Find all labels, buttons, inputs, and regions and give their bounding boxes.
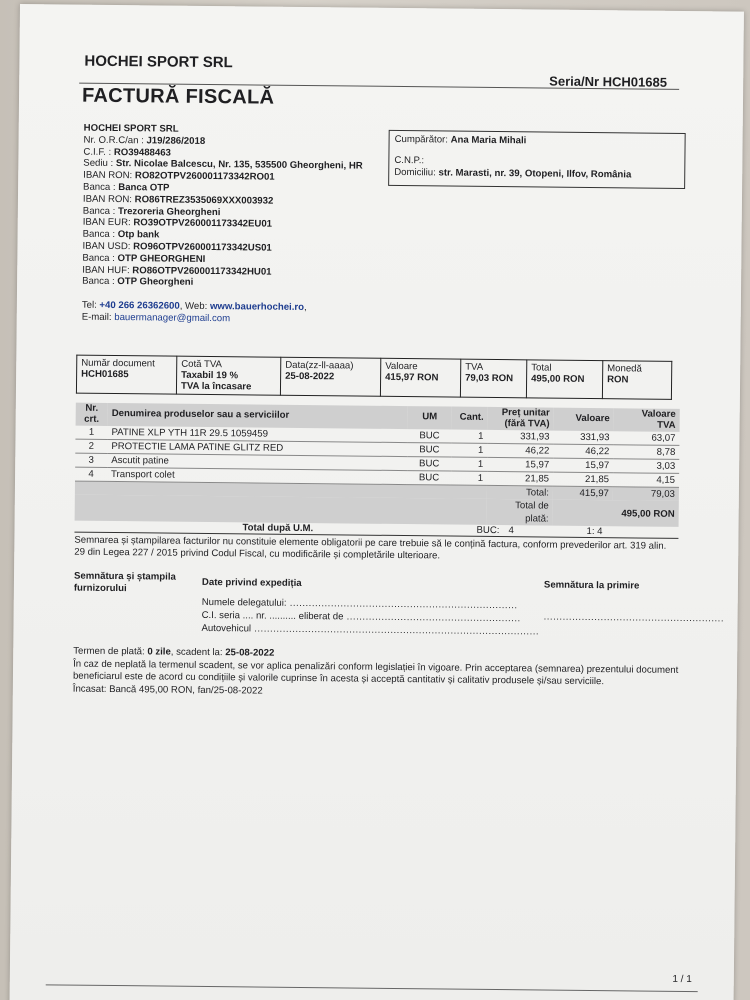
iban-value: RO96OTPV260001173342US01 <box>133 241 272 254</box>
web-label: , Web: <box>179 300 208 313</box>
iban-label: IBAN RON: <box>83 169 133 182</box>
summary-date <box>280 357 380 396</box>
delegate-label: Numele delegatului: <box>201 596 287 609</box>
um-ratio: 1: 4 <box>586 525 603 538</box>
col-vat-l2: TVA <box>657 419 676 431</box>
cell-name: Ascutit patine <box>107 453 407 470</box>
col-nr <box>76 403 108 426</box>
iban-label: IBAN HUF: <box>82 264 130 276</box>
pay-label: Total de plată: <box>487 499 553 526</box>
col-vat <box>614 408 680 432</box>
summary-doc <box>76 355 176 394</box>
bank-value: OTP GHEORGHENI <box>117 252 206 265</box>
bank-label: Banca : <box>82 252 115 264</box>
seller-address-value: Str. Nicolae Balcescu, Nr. 135, 535500 Gheorgheni, HR <box>115 158 363 172</box>
cell-value: 21,85 <box>553 472 613 487</box>
delegate-row: Numele delegatului: ........................................................................ <box>201 596 518 612</box>
supplier-signature <box>74 571 176 596</box>
cell-um: BUC <box>407 471 451 485</box>
summary-tva <box>460 359 526 398</box>
cell-qty: 1 <box>451 430 487 444</box>
tel-label: Tel: <box>81 299 97 311</box>
buyer-address: str. Marasti, nr. 39, Otopeni, Ilfov, România <box>438 167 632 181</box>
cell-um: BUC <box>407 429 451 443</box>
buyer-cnp: C.N.P.: <box>394 154 425 166</box>
supplier-signature-l2: furnizorului <box>73 582 127 595</box>
bank-label: Banca : <box>82 205 116 217</box>
cell-nr: 3 <box>75 453 107 467</box>
summary-value <box>380 358 460 397</box>
date-label: Data(zz-ll-aaaa) <box>285 359 354 372</box>
col-nr-l1: Nr. <box>85 402 99 414</box>
iban-label: IBAN USD: <box>82 240 131 253</box>
cell-nr: 4 <box>75 467 107 481</box>
cell-nr: 2 <box>75 439 107 453</box>
legal-note: Semnarea și ștampilarea facturilor nu constituie elemente obligatorii pe care trebuie să le conțină factura, conform prevederilor art. 319 alin. 29 din Legea 227 / 2015 privind Codul Fiscal, cu modificările și completările ulterioare. <box>74 534 667 562</box>
col-value: Valoare <box>554 408 614 432</box>
ci-label: C.I. seria .... nr. .......... eliberat de <box>201 609 344 623</box>
value-label: Valoare <box>385 360 418 373</box>
seller-name: HOCHEI SPORT SRL <box>83 122 179 135</box>
iban-value: RO86TREZ3535069XXX003932 <box>134 193 274 207</box>
cell-name: PROTECTIE LAMA PATINE GLITZ RED <box>107 439 407 456</box>
pay-value: 495,00 RON <box>553 500 679 527</box>
summary-row <box>76 355 671 399</box>
seller-email <box>82 312 362 327</box>
um-total-label: Total după U.M. <box>242 522 314 535</box>
total-label: Total: <box>487 485 553 499</box>
doc-value: HCH01685 <box>81 368 129 381</box>
iban-label: IBAN RON: <box>82 193 133 205</box>
receipt-signature-line: ......................................................... <box>543 611 725 625</box>
col-price-l2: (fără TVA) <box>504 417 550 430</box>
cell-qty: 1 <box>451 457 487 471</box>
um-buc-label: BUC: <box>476 524 500 537</box>
cell-vat: 8,78 <box>613 445 679 460</box>
receipt-signature: Semnătura la primire <box>543 579 640 592</box>
currency-label: Monedă <box>607 363 642 375</box>
cell-value: 46,22 <box>553 444 613 459</box>
cell-vat: 63,07 <box>613 431 679 445</box>
cell-price: 46,22 <box>487 443 553 458</box>
company-header: HOCHEI SPORT SRL <box>84 52 233 72</box>
cell-vat: 4,15 <box>613 473 679 488</box>
cell-um: BUC <box>407 457 451 471</box>
summary-total <box>526 360 602 399</box>
bank-value: Trezoreria Gheorgheni <box>117 205 221 218</box>
total-vat: 79,03 <box>613 487 679 501</box>
buyer-name: Ana Maria Mihali <box>450 134 527 147</box>
cell-qty: 1 <box>451 443 487 457</box>
col-name: Denumirea produselor sau a serviciilor <box>108 403 408 429</box>
seller-reg-label: Nr. O.R.C/an : <box>83 134 144 147</box>
date-value: 25-08-2022 <box>285 370 335 383</box>
due-date: 25-08-2022 <box>225 647 275 659</box>
tva-value: 79,03 RON <box>465 372 514 385</box>
col-um: UM <box>408 406 452 429</box>
col-qty: Cant. <box>452 407 488 430</box>
vehicle-row: Autovehicul .......................................................................................... <box>201 622 540 638</box>
term-label: Termen de plată: <box>73 645 145 658</box>
web-suffix: , <box>303 302 307 314</box>
cell-price: 15,97 <box>487 457 553 472</box>
cell-qty: 1 <box>451 471 487 485</box>
bank-label: Banca : <box>82 276 115 288</box>
tva-label: TVA <box>465 361 484 373</box>
cell-value: 15,97 <box>553 458 613 473</box>
bank-value: Otp bank <box>117 229 160 241</box>
iban-value: RO39OTPV260001173342EU01 <box>133 217 273 231</box>
iban-label: IBAN EUR: <box>82 217 131 229</box>
cell-price: 331,93 <box>487 430 553 444</box>
vat-rate-value: Taxabil 19 % <box>181 369 239 382</box>
buyer-address-row <box>394 167 679 182</box>
cell-name: PATINE XLP YTH 11R 29.5 1059459 <box>107 426 407 443</box>
total-label: Total <box>531 362 552 374</box>
cell-um: BUC <box>407 443 451 457</box>
invoice-title: FACTURĂ FISCALĂ <box>81 84 275 109</box>
dispatch-title: Date privind expediția <box>201 576 302 589</box>
seller-reg-value: J19/286/2018 <box>146 135 206 147</box>
value-value: 415,97 RON <box>385 371 439 384</box>
buyer-address-label: Domiciliu: <box>394 166 436 179</box>
supplier-signature-l1: Semnătura și ștampila <box>73 570 176 583</box>
summary-vat-rate <box>176 356 280 395</box>
ci-row: C.I. seria .... nr. .......... eliberat de ....................................................... <box>201 609 521 625</box>
total-value: 495,00 RON <box>531 373 585 385</box>
total-value: 415,97 <box>553 486 613 500</box>
invoice-series: Seria/Nr HCH01685 <box>549 73 668 90</box>
collected-text: Încasat: Bancă 495,00 RON, fan/25-08-2022 <box>72 683 263 697</box>
col-vat-l1: Valoare <box>641 408 676 420</box>
vat-mode-value: TVA la încasare <box>180 380 252 393</box>
col-price-l1: Preț unitar <box>501 407 550 419</box>
footer-rule <box>46 984 698 992</box>
summary-currency <box>602 361 671 400</box>
bank-value: OTP Gheorgheni <box>117 276 194 289</box>
vehicle-label: Autovehicul <box>201 622 252 635</box>
payment-term <box>73 646 274 659</box>
iban-value: RO86OTPV260001173342HU01 <box>132 264 272 278</box>
penalty-text: În caz de neplată la termenul scadent, se vor aplica penalizări conform legislației în vigoare. Prin acceptarea (semnarea) prezentului document beneficiarul este de acord cu condițiile și valorile cuprinse în acesta și acceptă cantitativ și calitativ produsele și/sau serviciile. <box>72 658 679 688</box>
items-table <box>75 403 680 527</box>
invoice-page <box>9 4 744 1000</box>
cell-value: 331,93 <box>553 431 613 445</box>
seller-cif-value: RO39488463 <box>113 146 171 159</box>
doc-label: Număr document <box>81 357 155 370</box>
summary-table <box>76 355 672 400</box>
bank-label: Banca : <box>83 181 116 193</box>
cell-vat: 3,03 <box>613 459 679 474</box>
buyer-label: Cumpărător: <box>394 133 448 146</box>
seller-details <box>82 123 364 327</box>
due-label: , scadent la: <box>170 646 223 659</box>
page-number: 1 / 1 <box>672 973 692 986</box>
tel-link[interactable]: +40 266 26362600 <box>99 300 180 312</box>
seller-address-label: Sediu : <box>83 158 114 170</box>
term-days: 0 zile <box>147 646 171 658</box>
vat-rate-label: Cotă TVA <box>181 358 222 371</box>
cell-name: Transport colet <box>107 467 407 484</box>
currency-value: RON <box>607 374 629 386</box>
email-link[interactable]: bauermanager@gmail.com <box>114 311 231 325</box>
cell-price: 21,85 <box>487 471 553 486</box>
seller-cif-label: C.I.F. : <box>83 146 112 158</box>
web-link[interactable]: www.bauerhochei.ro <box>209 301 305 314</box>
iban-value: RO82OTPV260001173342RO01 <box>134 170 275 183</box>
cell-nr: 1 <box>75 426 107 440</box>
email-label: E-mail: <box>81 311 112 323</box>
col-nr-l2: crt. <box>84 413 100 425</box>
col-price <box>488 407 554 431</box>
buyer-box <box>388 130 686 189</box>
bank-value: Banca OTP <box>118 182 170 194</box>
um-buc-value: 4 <box>508 525 514 537</box>
bank-label: Banca : <box>82 228 116 241</box>
